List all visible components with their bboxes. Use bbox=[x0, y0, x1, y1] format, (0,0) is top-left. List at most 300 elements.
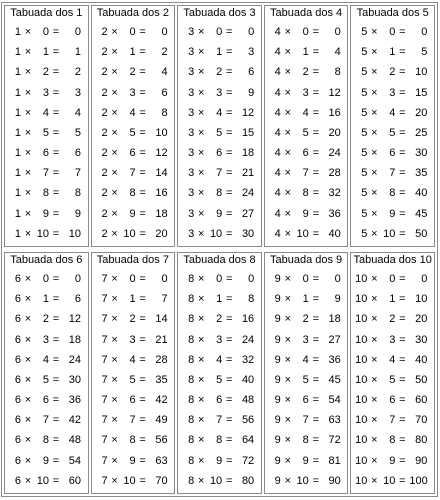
product: 3 bbox=[74, 86, 81, 99]
table-row bbox=[178, 224, 261, 244]
equals-sign: = bbox=[225, 293, 233, 306]
equals-sign: = bbox=[52, 394, 60, 407]
equals-sign: = bbox=[399, 126, 406, 139]
equals-sign: = bbox=[399, 66, 406, 79]
product: 80 bbox=[415, 434, 428, 447]
times-sign: × bbox=[371, 414, 378, 427]
multiplier: 9 bbox=[389, 454, 396, 467]
equals-sign: = bbox=[139, 106, 146, 119]
product: 60 bbox=[415, 394, 428, 407]
equals-sign: = bbox=[312, 394, 320, 407]
product: 36 bbox=[328, 207, 341, 220]
product: 36 bbox=[328, 353, 341, 366]
table-row bbox=[5, 430, 88, 450]
product: 42 bbox=[68, 414, 81, 427]
product: 56 bbox=[155, 434, 168, 447]
multiplier: 6 bbox=[302, 147, 309, 160]
times-sign: × bbox=[24, 167, 32, 180]
product: 15 bbox=[241, 126, 255, 139]
product: 30 bbox=[241, 227, 255, 240]
product: 0 bbox=[74, 26, 81, 39]
table-row bbox=[92, 370, 175, 390]
times-sign: × bbox=[284, 227, 292, 240]
equals-sign: = bbox=[139, 373, 146, 386]
product: 14 bbox=[155, 313, 168, 326]
product: 25 bbox=[415, 126, 428, 139]
product: 20 bbox=[415, 313, 428, 326]
multiplier: 0 bbox=[389, 26, 396, 39]
table-row bbox=[92, 269, 175, 289]
times-sign: × bbox=[371, 313, 378, 326]
times-table-1 bbox=[4, 5, 89, 247]
equals-sign: = bbox=[52, 273, 60, 286]
multiplicand: 9 bbox=[274, 273, 281, 286]
multiplicand: 6 bbox=[14, 394, 21, 407]
multiplier: 9 bbox=[42, 454, 49, 467]
table-rows bbox=[178, 21, 261, 246]
times-sign: × bbox=[284, 86, 292, 99]
multiplier: 4 bbox=[216, 106, 223, 119]
multiplicand: 6 bbox=[14, 434, 21, 447]
table-row bbox=[351, 269, 434, 289]
product: 0 bbox=[248, 273, 255, 286]
product: 32 bbox=[241, 353, 255, 366]
times-sign: × bbox=[24, 293, 32, 306]
times-sign: × bbox=[111, 434, 118, 447]
multiplicand: 10 bbox=[355, 414, 368, 427]
multiplier: 3 bbox=[302, 333, 309, 346]
equals-sign: = bbox=[225, 333, 233, 346]
times-sign: × bbox=[111, 106, 118, 119]
product: 24 bbox=[241, 187, 255, 200]
times-sign: × bbox=[284, 434, 292, 447]
product: 4 bbox=[74, 106, 81, 119]
multiplicand: 8 bbox=[188, 373, 195, 386]
multiplicand: 6 bbox=[14, 454, 21, 467]
table-row bbox=[265, 471, 348, 491]
equals-sign: = bbox=[52, 293, 60, 306]
multiplicand: 1 bbox=[14, 207, 21, 220]
multiplicand: 4 bbox=[274, 26, 281, 39]
equals-sign: = bbox=[225, 414, 233, 427]
equals-sign: = bbox=[399, 293, 406, 306]
multiplier: 1 bbox=[216, 46, 223, 59]
table-row bbox=[5, 350, 88, 370]
multiplicand: 7 bbox=[101, 434, 108, 447]
multiplicand: 1 bbox=[14, 86, 21, 99]
multiplier: 5 bbox=[302, 126, 309, 139]
table-row bbox=[351, 309, 434, 329]
times-sign: × bbox=[371, 147, 378, 160]
equals-sign: = bbox=[312, 187, 320, 200]
table-row bbox=[178, 410, 261, 430]
table-row bbox=[5, 22, 88, 42]
table-row bbox=[351, 289, 434, 309]
table-row bbox=[92, 42, 175, 62]
multiplicand: 3 bbox=[188, 167, 195, 180]
multiplier: 9 bbox=[216, 207, 223, 220]
times-sign: × bbox=[197, 394, 205, 407]
times-sign: × bbox=[111, 86, 118, 99]
times-sign: × bbox=[111, 353, 118, 366]
product: 5 bbox=[74, 126, 81, 139]
table-row bbox=[265, 123, 348, 143]
times-sign: × bbox=[371, 86, 378, 99]
table-row bbox=[92, 62, 175, 82]
table-row bbox=[351, 350, 434, 370]
multiplicand: 9 bbox=[274, 373, 281, 386]
multiplicand: 9 bbox=[274, 313, 281, 326]
table-row bbox=[265, 204, 348, 224]
product: 18 bbox=[68, 333, 81, 346]
times-sign: × bbox=[197, 474, 205, 487]
product: 42 bbox=[155, 394, 168, 407]
multiplier: 1 bbox=[302, 46, 309, 59]
multiplier: 3 bbox=[129, 86, 136, 99]
multiplicand: 3 bbox=[188, 66, 195, 79]
multiplier: 4 bbox=[389, 106, 396, 119]
table-rows bbox=[265, 21, 348, 246]
times-sign: × bbox=[371, 26, 378, 39]
table-row bbox=[178, 183, 261, 203]
times-sign: × bbox=[24, 126, 32, 139]
multiplicand: 10 bbox=[355, 474, 368, 487]
table-row bbox=[265, 330, 348, 350]
multiplier: 1 bbox=[42, 46, 49, 59]
multiplicand: 3 bbox=[188, 46, 195, 59]
table-row bbox=[92, 183, 175, 203]
table-row bbox=[351, 163, 434, 183]
multiplicand: 9 bbox=[274, 293, 281, 306]
multiplier: 5 bbox=[129, 373, 136, 386]
table-title: Tabuada dos 5 bbox=[356, 7, 429, 19]
times-sign: × bbox=[111, 293, 118, 306]
product: 40 bbox=[241, 373, 255, 386]
multiplier: 2 bbox=[389, 313, 396, 326]
table-row bbox=[5, 183, 88, 203]
times-sign: × bbox=[284, 207, 292, 220]
equals-sign: = bbox=[52, 434, 60, 447]
equals-sign: = bbox=[399, 187, 406, 200]
multiplicand: 6 bbox=[14, 333, 21, 346]
equals-sign: = bbox=[139, 434, 146, 447]
multiplier: 6 bbox=[129, 147, 136, 160]
times-sign: × bbox=[24, 106, 32, 119]
product: 20 bbox=[328, 126, 341, 139]
product: 70 bbox=[155, 474, 168, 487]
equals-sign: = bbox=[139, 313, 146, 326]
multiplicand: 1 bbox=[14, 26, 21, 39]
times-sign: × bbox=[284, 353, 292, 366]
table-row bbox=[178, 22, 261, 42]
product: 30 bbox=[68, 373, 81, 386]
product: 0 bbox=[161, 273, 168, 286]
times-table-9 bbox=[264, 252, 349, 494]
multiplier: 0 bbox=[216, 273, 223, 286]
times-sign: × bbox=[197, 46, 205, 59]
times-sign: × bbox=[371, 293, 378, 306]
product: 8 bbox=[74, 187, 81, 200]
product: 60 bbox=[68, 474, 81, 487]
table-row bbox=[265, 224, 348, 244]
multiplicand: 7 bbox=[101, 333, 108, 346]
equals-sign: = bbox=[225, 187, 233, 200]
multiplier: 2 bbox=[389, 66, 396, 79]
multiplicand: 3 bbox=[188, 207, 195, 220]
table-row bbox=[265, 390, 348, 410]
table-row bbox=[265, 269, 348, 289]
table-row bbox=[178, 123, 261, 143]
multiplier: 9 bbox=[42, 207, 49, 220]
multiplicand: 6 bbox=[14, 474, 21, 487]
multiplicand: 10 bbox=[355, 353, 368, 366]
product: 12 bbox=[328, 86, 341, 99]
multiplier: 10 bbox=[123, 474, 136, 487]
multiplier: 4 bbox=[389, 353, 396, 366]
product: 90 bbox=[415, 454, 428, 467]
product: 10 bbox=[415, 293, 428, 306]
times-sign: × bbox=[284, 66, 292, 79]
product: 80 bbox=[241, 474, 255, 487]
times-sign: × bbox=[197, 373, 205, 386]
times-sign: × bbox=[24, 46, 32, 59]
equals-sign: = bbox=[399, 46, 406, 59]
multiplicand: 4 bbox=[274, 126, 281, 139]
equals-sign: = bbox=[399, 394, 406, 407]
table-row bbox=[178, 330, 261, 350]
equals-sign: = bbox=[312, 414, 320, 427]
multiplicand: 2 bbox=[101, 126, 108, 139]
times-sign: × bbox=[284, 167, 292, 180]
multiplicand: 6 bbox=[14, 293, 21, 306]
equals-sign: = bbox=[139, 167, 146, 180]
equals-sign: = bbox=[225, 227, 233, 240]
table-row bbox=[265, 103, 348, 123]
times-sign: × bbox=[24, 273, 32, 286]
equals-sign: = bbox=[312, 353, 320, 366]
times-sign: × bbox=[197, 187, 205, 200]
equals-sign: = bbox=[399, 207, 406, 220]
equals-sign: = bbox=[139, 293, 146, 306]
equals-sign: = bbox=[225, 126, 233, 139]
equals-sign: = bbox=[139, 227, 146, 240]
times-sign: × bbox=[197, 207, 205, 220]
multiplicand: 10 bbox=[355, 333, 368, 346]
multiplier: 10 bbox=[123, 227, 136, 240]
product: 0 bbox=[74, 273, 81, 286]
table-row bbox=[265, 289, 348, 309]
multiplicand: 2 bbox=[101, 147, 108, 160]
table-title: Tabuada dos 1 bbox=[10, 7, 83, 19]
times-sign: × bbox=[284, 333, 292, 346]
times-sign: × bbox=[24, 26, 32, 39]
product: 10 bbox=[415, 66, 428, 79]
table-row bbox=[265, 370, 348, 390]
table-row bbox=[265, 143, 348, 163]
times-sign: × bbox=[24, 353, 32, 366]
multiplicand: 7 bbox=[101, 454, 108, 467]
multiplicand: 8 bbox=[188, 293, 195, 306]
multiplier: 8 bbox=[42, 187, 49, 200]
product: 5 bbox=[421, 46, 428, 59]
equals-sign: = bbox=[139, 26, 146, 39]
product: 50 bbox=[415, 373, 428, 386]
multiplier: 0 bbox=[216, 26, 223, 39]
product: 56 bbox=[241, 414, 255, 427]
equals-sign: = bbox=[399, 167, 406, 180]
equals-sign: = bbox=[225, 373, 233, 386]
multiplicand: 4 bbox=[274, 106, 281, 119]
times-sign: × bbox=[371, 353, 378, 366]
multiplicand: 4 bbox=[274, 187, 281, 200]
times-sign: × bbox=[111, 454, 118, 467]
times-table-5 bbox=[350, 5, 435, 247]
multiplier: 2 bbox=[216, 66, 223, 79]
times-sign: × bbox=[197, 454, 205, 467]
equals-sign: = bbox=[225, 454, 233, 467]
multiplicand: 2 bbox=[101, 167, 108, 180]
equals-sign: = bbox=[139, 454, 146, 467]
table-row bbox=[265, 350, 348, 370]
multiplier: 3 bbox=[389, 333, 396, 346]
table-rows bbox=[5, 268, 88, 493]
multiplicand: 4 bbox=[274, 66, 281, 79]
multiplicand: 5 bbox=[361, 86, 368, 99]
times-sign: × bbox=[284, 474, 292, 487]
times-sign: × bbox=[111, 394, 118, 407]
product: 3 bbox=[248, 46, 255, 59]
multiplicand: 5 bbox=[361, 26, 368, 39]
times-sign: × bbox=[371, 187, 378, 200]
times-table-4 bbox=[264, 5, 349, 247]
product: 27 bbox=[241, 207, 255, 220]
multiplier: 7 bbox=[302, 414, 309, 427]
multiplier: 4 bbox=[216, 353, 223, 366]
times-table-8 bbox=[177, 252, 262, 494]
multiplier: 7 bbox=[389, 167, 396, 180]
multiplier: 8 bbox=[42, 434, 49, 447]
product: 24 bbox=[328, 147, 341, 160]
product: 9 bbox=[334, 293, 341, 306]
table-row bbox=[92, 430, 175, 450]
multiplier: 1 bbox=[129, 293, 136, 306]
product: 27 bbox=[328, 333, 341, 346]
multiplicand: 5 bbox=[361, 227, 368, 240]
equals-sign: = bbox=[399, 373, 406, 386]
table-title: Tabuada dos 7 bbox=[96, 254, 169, 266]
product: 16 bbox=[328, 106, 341, 119]
table-row bbox=[351, 451, 434, 471]
times-sign: × bbox=[371, 207, 378, 220]
equals-sign: = bbox=[312, 46, 320, 59]
multiplier: 10 bbox=[296, 474, 309, 487]
times-sign: × bbox=[371, 227, 378, 240]
equals-sign: = bbox=[52, 474, 60, 487]
multiplier: 9 bbox=[302, 454, 309, 467]
product: 0 bbox=[161, 26, 168, 39]
times-sign: × bbox=[284, 147, 292, 160]
equals-sign: = bbox=[225, 394, 233, 407]
equals-sign: = bbox=[312, 106, 320, 119]
multiplier: 8 bbox=[389, 187, 396, 200]
times-sign: × bbox=[284, 46, 292, 59]
multiplicand: 6 bbox=[14, 273, 21, 286]
multiplicand: 5 bbox=[361, 66, 368, 79]
multiplier: 5 bbox=[129, 126, 136, 139]
product: 63 bbox=[328, 414, 341, 427]
product: 10 bbox=[155, 126, 168, 139]
product: 40 bbox=[328, 227, 341, 240]
product: 12 bbox=[155, 147, 168, 160]
product: 9 bbox=[248, 86, 255, 99]
multiplicand: 8 bbox=[188, 414, 195, 427]
multiplier: 7 bbox=[216, 167, 223, 180]
multiplicand: 6 bbox=[14, 373, 21, 386]
product: 18 bbox=[328, 313, 341, 326]
times-sign: × bbox=[284, 414, 292, 427]
times-sign: × bbox=[197, 434, 205, 447]
table-row bbox=[5, 370, 88, 390]
table-rows bbox=[5, 21, 88, 246]
equals-sign: = bbox=[399, 26, 406, 39]
table-row bbox=[5, 224, 88, 244]
times-sign: × bbox=[197, 167, 205, 180]
multiplicand: 8 bbox=[188, 313, 195, 326]
times-sign: × bbox=[24, 66, 32, 79]
equals-sign: = bbox=[139, 187, 146, 200]
multiplier: 6 bbox=[302, 394, 309, 407]
table-row bbox=[92, 204, 175, 224]
table-title: Tabuada dos 6 bbox=[10, 254, 83, 266]
multiplicand: 7 bbox=[101, 273, 108, 286]
multiplicand: 3 bbox=[188, 86, 195, 99]
multiplier: 5 bbox=[42, 373, 49, 386]
table-row bbox=[92, 143, 175, 163]
multiplier: 4 bbox=[42, 106, 49, 119]
table-row bbox=[92, 123, 175, 143]
table-row bbox=[178, 204, 261, 224]
multiplicand: 1 bbox=[14, 66, 21, 79]
multiplicand: 9 bbox=[274, 353, 281, 366]
product: 90 bbox=[328, 474, 341, 487]
equals-sign: = bbox=[312, 454, 320, 467]
table-rows bbox=[351, 21, 434, 246]
multiplier: 5 bbox=[42, 126, 49, 139]
times-sign: × bbox=[371, 106, 378, 119]
equals-sign: = bbox=[312, 147, 320, 160]
equals-sign: = bbox=[225, 434, 233, 447]
multiplicand: 7 bbox=[101, 414, 108, 427]
product: 0 bbox=[334, 26, 341, 39]
table-row bbox=[265, 451, 348, 471]
table-rows bbox=[178, 268, 261, 493]
table-row bbox=[265, 62, 348, 82]
equals-sign: = bbox=[52, 86, 60, 99]
table-row bbox=[351, 143, 434, 163]
equals-sign: = bbox=[139, 414, 146, 427]
equals-sign: = bbox=[225, 207, 233, 220]
multiplicand: 3 bbox=[188, 227, 195, 240]
multiplicand: 5 bbox=[361, 147, 368, 160]
times-sign: × bbox=[284, 26, 292, 39]
product: 0 bbox=[421, 26, 428, 39]
multiplicand: 3 bbox=[188, 106, 195, 119]
multiplicand: 3 bbox=[188, 147, 195, 160]
equals-sign: = bbox=[312, 373, 320, 386]
multiplicand: 2 bbox=[101, 106, 108, 119]
table-row bbox=[178, 62, 261, 82]
product: 35 bbox=[415, 167, 428, 180]
